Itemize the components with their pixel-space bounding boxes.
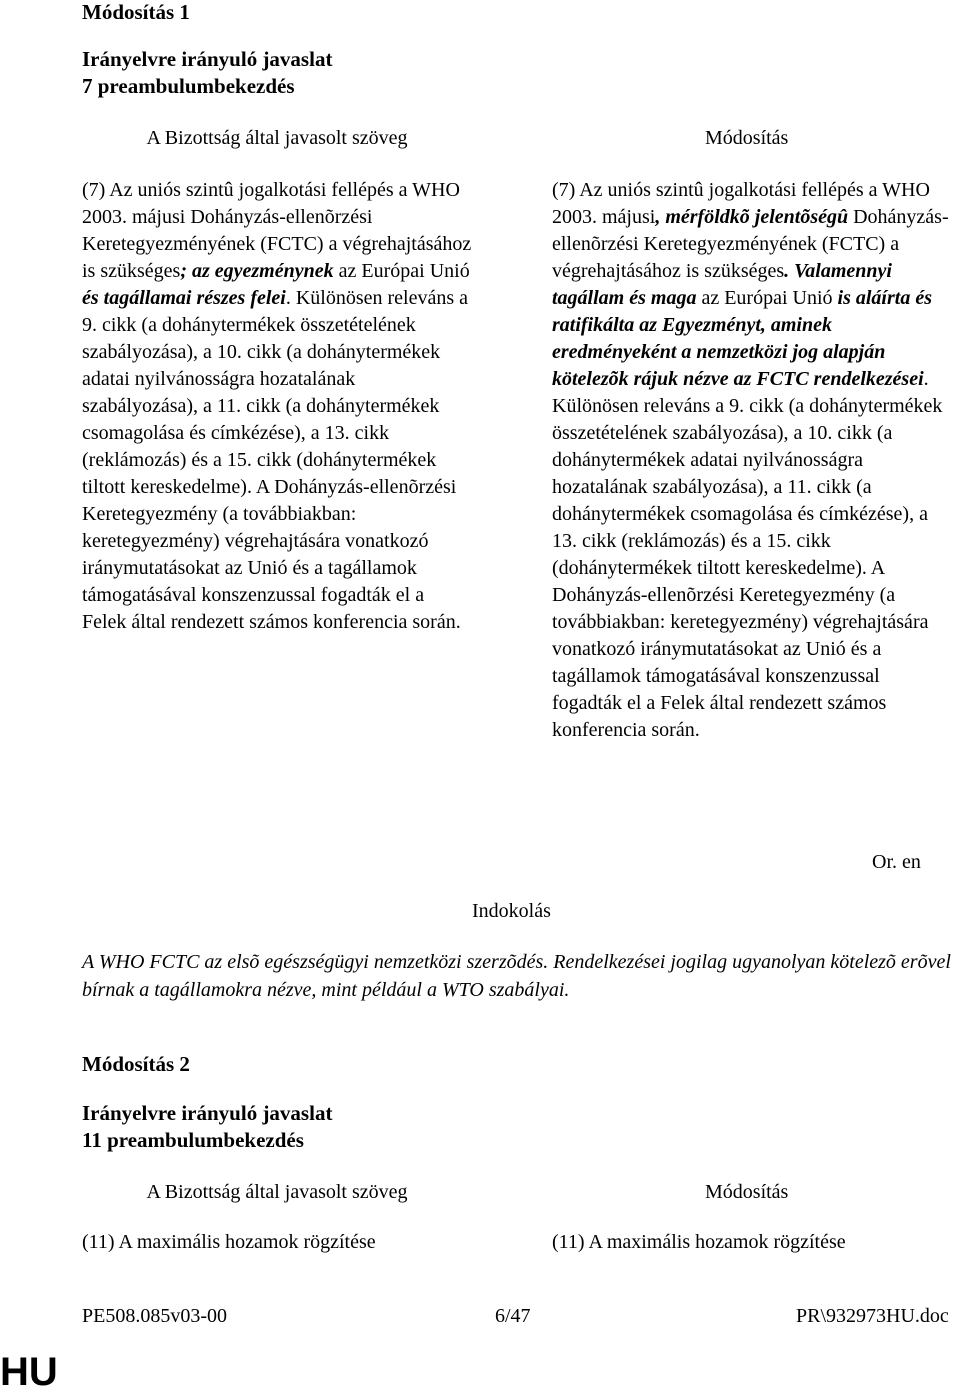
- amended-phrase: és tagállamai részes felei: [82, 287, 286, 309]
- amendment-2-title: Módosítás 2: [82, 1052, 190, 1076]
- amendment-2-left-header: A Bizottság által javasolt szöveg: [146, 1181, 408, 1203]
- original-language: Or. en: [872, 851, 921, 873]
- amendment-2-proposal-line2: 11 preambulumbekezdés: [82, 1128, 304, 1152]
- amendment-2-right-header: Módosítás: [705, 1181, 789, 1203]
- amendment-2-proposal-line1: Irányelvre irányuló javaslat: [82, 1101, 333, 1125]
- amended-phrase: , mérföldkõ jelentõségû: [655, 206, 849, 228]
- amendment-1-right-header: Módosítás: [705, 127, 789, 149]
- text-fragment: (7) Az uniós szintû jogalkotási fellépés a WHO 2003. májusi: [552, 179, 930, 228]
- justification-title: Indokolás: [472, 900, 551, 922]
- text-fragment: . Különösen releváns a 9. cikk (a dohánytermékek összetételének szabályozása), a 10. cikk (a dohánytermékek adatai nyilvánosságra hozatalának szabályozása), a 11. cikk (a dohánytermékek csomagolása és címkézése), a 13. cikk (reklámozás) és a 15. cikk (dohánytermékek tiltott kereskedelme). A Dohányzás-ellenõrzési Keretegyezmény (a továbbiakban: keretegyezmény) végrehajtására vonatkozó iránymutatásokat az Unió és a tagállamok támogatásával konszenzussal fogadták el a Felek által rendezett számos konferencia során.: [552, 368, 943, 741]
- amendment-1-amended-text: [552, 177, 952, 744]
- footer-page-number: 6/47: [495, 1305, 531, 1327]
- text-fragment: az Európai Unió: [696, 287, 838, 309]
- text-fragment: (7) Az uniós szintû jogalkotási fellépés a WHO 2003. májusi Dohányzás-ellenõrzési Keretegyezményének (FCTC) a végrehajtásához is szükséges: [82, 179, 472, 282]
- amended-phrase: . Valamennyi tagállam és maga: [552, 260, 892, 309]
- amendment-2-amended-text: (11) A maximális hozamok rögzítése: [552, 1231, 846, 1253]
- amended-phrase: ; az egyezménynek: [180, 260, 334, 282]
- amendment-1-commission-text: [82, 177, 472, 636]
- amendment-1-proposal-line1: Irányelvre irányuló javaslat: [82, 47, 333, 71]
- amendment-2-commission-text: (11) A maximális hozamok rögzítése: [82, 1231, 376, 1253]
- amendment-1-title: Módosítás 1: [82, 0, 190, 24]
- text-fragment: az Európai Unió: [333, 260, 470, 282]
- language-code: HU: [0, 1350, 58, 1394]
- amended-phrase: is aláírta és ratifikálta az Egyezményt, aminek eredményeként a nemzetközi jog alapján kötelezõk rájuk nézve az FCTC rendelkezései: [552, 287, 932, 390]
- text-fragment: . Különösen releváns a 9. cikk (a dohánytermékek összetételének szabályozása), a 10. cikk (a dohánytermékek adatai nyilvánosságra hozatalának szabályozása), a 11. cikk (a dohánytermékek csomagolása és címkézése), a 13. cikk (reklámozás) és a 15. cikk (dohánytermékek tiltott kereskedelme). A Dohányzás-ellenõrzési Keretegyezmény (a továbbiakban: keretegyezmény) végrehajtására vonatkozó iránymutatásokat az Unió és a tagállamok támogatásával konszenzussal fogadták el a Felek által rendezett számos konferencia során.: [82, 287, 469, 633]
- text-fragment: Dohányzás-ellenõrzési Keretegyezményének (FCTC) a végrehajtásához is szükséges: [552, 206, 949, 282]
- justification-text: A WHO FCTC az elsõ egészségügyi nemzetközi szerzõdés. Rendelkezései jogilag ugyanolyan kötelezõ erõvel bírnak a tagállamokra nézve, mint például a WTO szabályai.: [82, 951, 951, 1001]
- amendment-1-proposal-line2: 7 preambulumbekezdés: [82, 74, 295, 98]
- footer-file-ref: PR\932973HU.doc: [796, 1305, 949, 1327]
- footer-doc-ref: PE508.085v03-00: [82, 1305, 227, 1327]
- amendment-1-left-header: A Bizottság által javasolt szöveg: [146, 127, 408, 149]
